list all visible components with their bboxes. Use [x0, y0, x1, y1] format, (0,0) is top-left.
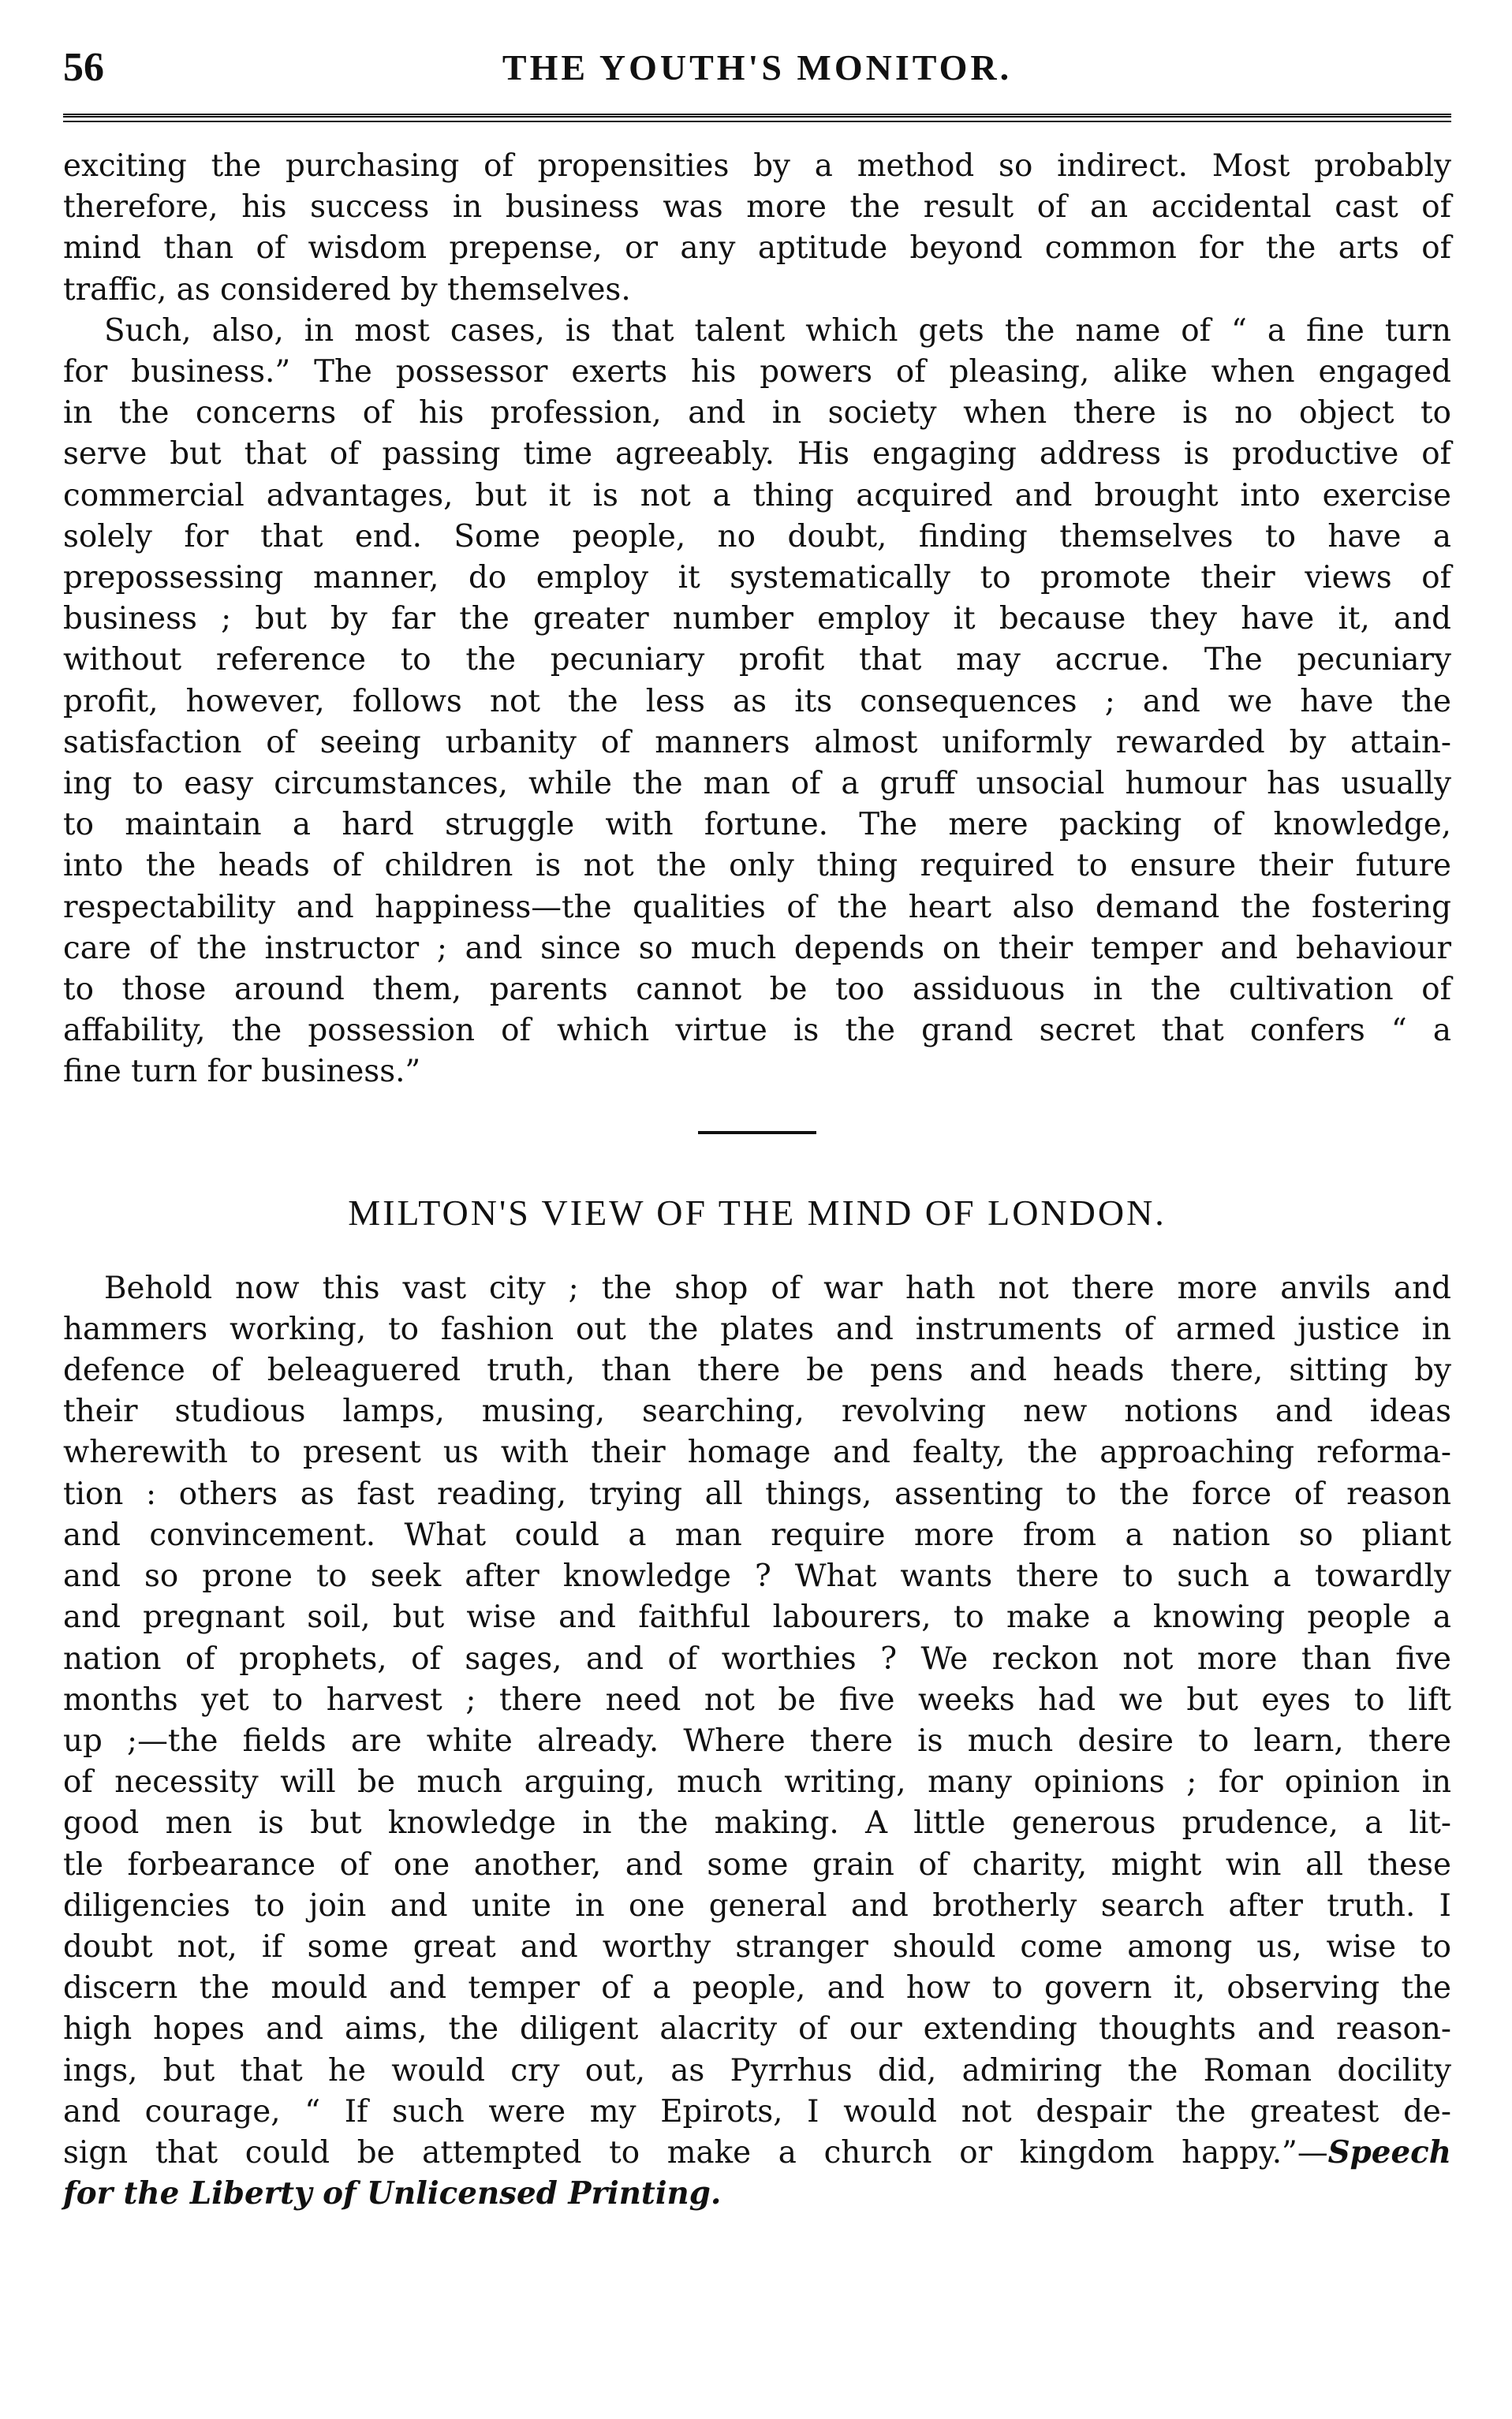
text-line: in the concerns of his profession, and in society when there is no object to [63, 395, 1451, 431]
text-line [63, 1927, 1451, 1968]
header-rule [63, 114, 1451, 122]
text-line [63, 1556, 1451, 1597]
source-citation: for the Liberty of Unlicensed Printing. [63, 2176, 722, 2212]
text-line: commercial advantages, but it is not a thing acquired and brought into exercise [63, 477, 1451, 513]
text-line-content: their studious lamps, musing, searching, revolving new notions and ideas [63, 1394, 1451, 1430]
text-line [63, 1268, 1451, 1309]
text-line-content: nation of prophets, of sages, and of worthies ? We reckon not more than five [63, 1641, 1451, 1677]
text-line-content: hammers working, to fashion out the plates and instruments of armed justice in [63, 1311, 1451, 1347]
text-line: ing to easy circumstances, while the man of a gruff unsocial humour has usually [63, 766, 1451, 802]
text-line: business ; but by far the greater number employ it because they have it, and [63, 601, 1451, 637]
text-line [63, 1391, 1451, 1432]
text-line [63, 2092, 1451, 2133]
page-number: 56 [63, 45, 104, 90]
article-paragraph-1 [63, 146, 1451, 311]
text-line [63, 2009, 1451, 2050]
text-line: therefore, his success in business was more the result of an accidental cast of [63, 189, 1451, 226]
text-line: respectability and happiness—the qualities of the heart also demand the fostering [63, 889, 1451, 925]
text-line-content: and convincement. What could a man require more from a nation so pliant [63, 1517, 1451, 1553]
text-line [63, 1680, 1451, 1721]
text-line-content: sign that could be attempted to make a church or kingdom happy.”— [63, 2134, 1328, 2171]
text-line: profit, however, follows not the less as its consequences ; and we have the [63, 683, 1451, 719]
text-line-content: of necessity will be much arguing, much writing, many opinions ; for opinion in [63, 1764, 1451, 1801]
text-line: exciting the purchasing of propensities by a method so indirect. Most probably [63, 148, 1451, 184]
text-line [63, 1762, 1451, 1803]
source-citation-start: Speech [1327, 2134, 1451, 2171]
text-line [63, 1721, 1451, 1762]
text-line [63, 1350, 1451, 1391]
text-line-content: up ;—the fields are white already. Where there is much desire to learn, there [63, 1723, 1451, 1759]
text-line-content: good men is but knowledge in the making. A little generous prudence, a lit- [63, 1805, 1451, 1842]
text-line-content: tion : others as fast reading, trying all things, assenting to the force of reason [63, 1476, 1451, 1512]
text-line-content: and so prone to seek after knowledge ? What wants there to such a towardly [63, 1559, 1451, 1595]
text-line [63, 1639, 1451, 1680]
text-line [63, 2051, 1451, 2092]
text-line-content: high hopes and aims, the diligent alacrity of our extending thoughts and reason- [63, 2011, 1451, 2048]
text-line: without reference to the pecuniary profit that may accrue. The pecuniary [63, 642, 1451, 678]
text-line [63, 1968, 1451, 2009]
text-line: to maintain a hard struggle with fortune. The mere packing of knowledge, [63, 807, 1451, 843]
text-line [63, 1597, 1451, 1638]
text-line: serve but that of passing time agreeably. His engaging address is productive of [63, 436, 1451, 472]
text-line [63, 1803, 1451, 1844]
section-title: MILTON'S VIEW OF THE MIND OF LONDON. [348, 1192, 1167, 1233]
text-line-content: wherewith to present us with their homage and fealty, the approaching reforma- [63, 1435, 1451, 1471]
text-line: Such, also, in most cases, is that talent which gets the name of “ a fine turn [104, 312, 1451, 349]
text-line: for business.” The possessor exerts his powers of pleasing, alike when engaged [63, 354, 1451, 390]
text-line-content: doubt not, if some great and worthy stranger should come among us, wise to [63, 1928, 1451, 1965]
text-line: solely for that end. Some people, no doubt, finding themselves to have a [63, 518, 1451, 554]
text-line [63, 1515, 1451, 1556]
journal-title: THE YOUTH'S MONITOR. [502, 47, 1013, 88]
text-line [63, 1432, 1451, 1473]
text-line: satisfaction of seeing urbanity of manners almost uniformly rewarded by attain- [63, 724, 1451, 760]
text-line: fine turn for business.” [63, 1054, 421, 1090]
milton-paragraph [63, 1268, 1451, 2216]
running-head [63, 39, 1451, 96]
text-line-content: tle forbearance of one another, and some grain of charity, might win all these [63, 1846, 1451, 1883]
text-line [63, 2133, 1451, 2174]
text-line-content: diligencies to join and unite in one general and brotherly search after truth. I [63, 1887, 1451, 1924]
article-paragraph-2 [63, 311, 1451, 1093]
text-line: to those around them, parents cannot be too assiduous in the cultivation of [63, 972, 1451, 1008]
text-line-content: ings, but that he would cry out, as Pyrrhus did, admiring the Roman docility [63, 2052, 1451, 2089]
text-line-content: months yet to harvest ; there need not be five weeks had we but eyes to lift [63, 1682, 1451, 1718]
text-line: mind than of wisdom prepense, or any aptitude beyond common for the arts of [63, 230, 1451, 267]
text-line-content: defence of beleaguered truth, than there be pens and heads there, sitting by [63, 1353, 1451, 1389]
text-line: into the heads of children is not the only thing required to ensure their future [63, 848, 1451, 884]
text-line: affability, the possession of which virtue is the grand secret that confers “ a [63, 1013, 1451, 1049]
text-line [63, 1309, 1451, 1350]
section-divider [698, 1131, 816, 1134]
text-line: traffic, as considered by themselves. [63, 271, 631, 308]
text-line-content: Behold now this vast city ; the shop of war hath not there more anvils and [104, 1270, 1451, 1306]
text-line-content: discern the mould and temper of a people, and how to govern it, observing the [63, 1970, 1451, 2007]
text-line: prepossessing manner, do employ it systematically to promote their views of [63, 560, 1451, 596]
text-line-content: and pregnant soil, but wise and faithful labourers, to make a knowing people a [63, 1600, 1451, 1636]
text-line [63, 1845, 1451, 1886]
text-line [63, 1886, 1451, 1927]
text-line: care of the instructor ; and since so much depends on their temper and behaviour [63, 930, 1451, 966]
text-line [63, 1474, 1451, 1515]
text-line-content: and courage, “ If such were my Epirots, I would not despair the greatest de- [63, 2093, 1451, 2130]
page [63, 39, 1451, 2215]
